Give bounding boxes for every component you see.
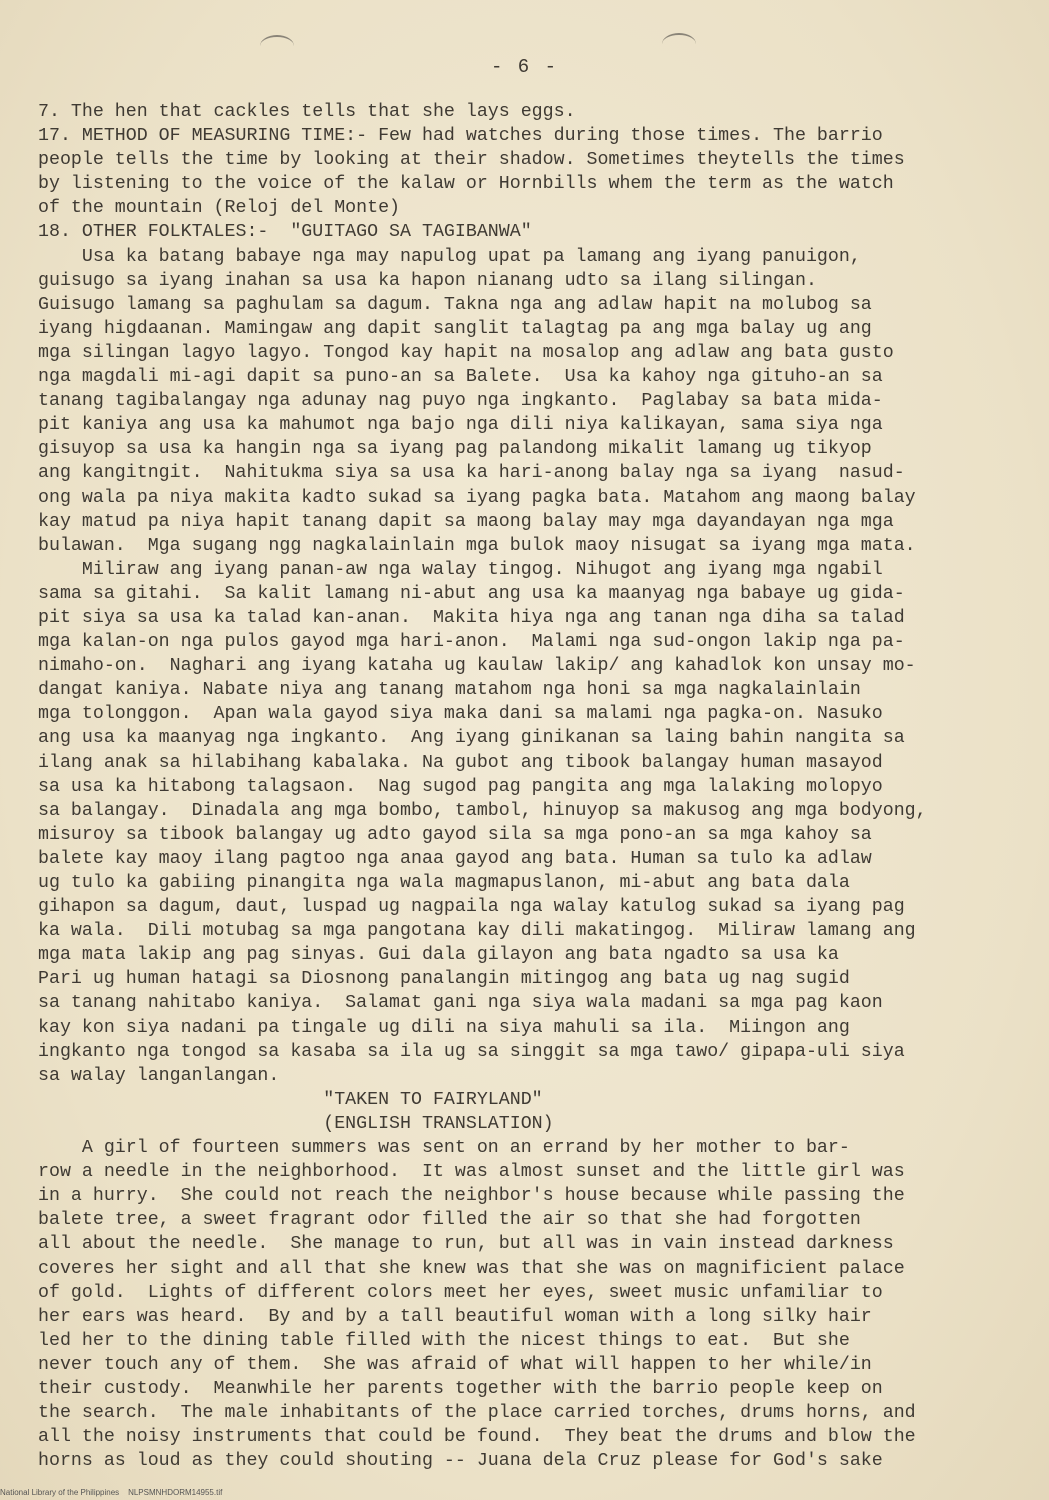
punch-hole-right [662, 33, 696, 55]
text-line: their custody. Meanwhile her parents together with the barrio people keep on [38, 1378, 883, 1399]
text-line: the search. The male inhabitants of the place carried torches, drums horns, and [38, 1403, 916, 1424]
text-line: iyang higdaanan. Mamingaw ang dapit sanglit talagtag pa ang mga balay ug ang [38, 318, 872, 339]
text-line: Usa ka batang babaye nga may napulog upat pa lamang ang iyang panuigon, [38, 246, 861, 267]
text-line: bulawan. Mga sugang ngg nagkalainlain mga bulok maoy nisugat sa iyang mga mata. [38, 535, 916, 556]
text-line: sa walay langanlangan. [38, 1065, 280, 1086]
text-line: mga silingan lagyo lagyo. Tongod kay hapit na mosalop ang adlaw ang bata gusto [38, 342, 894, 363]
text-line: balete tree, a sweet fragrant odor filled the air so that she had forgotten [38, 1210, 861, 1231]
text-line: people tells the time by looking at their shadow. Sometimes theytells the times [38, 150, 905, 171]
text-line: sama sa gitahi. Sa kalit lamang ni-abut ang usa ka maanyag nga babaye ug gida- [38, 583, 905, 604]
text-line: mga mata lakip ang pag sinyas. Gui dala gilayon ang bata ngadto sa usa ka [38, 945, 839, 966]
text-line: all the noisy instruments that could be found. They beat the drums and blow the [38, 1427, 916, 1448]
text-line: nga magdali mi-agi dapit sa puno-an sa Balete. Usa ka kahoy nga gituho-an sa [38, 367, 883, 388]
text-line: guisugo sa iyang inahan sa usa ka hapon nianang udto sa ilang silingan. [38, 270, 817, 291]
text-line: ong wala pa niya makita kadto sukad sa iyang pagka bata. Matahom ang maong balay [38, 487, 916, 508]
text-line: 7. The hen that cackles tells that she lays eggs. [38, 102, 576, 122]
text-line: gisuyop sa usa ka hangin nga sa iyang pag palandong mikalit lamang ug tikyop [38, 439, 872, 460]
punch-hole-left [260, 35, 294, 57]
text-line: ang usa ka maanyag nga ingkanto. Ang iyang ginikanan sa laing bahin nangita sa [38, 728, 905, 749]
text-line: never touch any of them. She was afraid of what will happen to her while/in [38, 1354, 872, 1375]
text-line: tanang tagibalangay nga adunay nag puyo nga ingkanto. Paglabay sa bata mida- [38, 391, 883, 412]
text-line: kay kon siya nadani pa tingale ug dili na siya mahuli sa ila. Miingon ang [38, 1017, 850, 1038]
text-line: ug tulo ka gabiing pinangita nga wala magmapuslanon, mi-abut ang bata dala [38, 873, 850, 893]
text-line: sa tanang nahitabo kaniya. Salamat gani nga siya wala madani sa mga pag kaon [38, 993, 883, 1014]
text-line: led her to the dining table filled with the nicest things to eat. But she [38, 1330, 850, 1351]
text-line: of gold. Lights of different colors meet her eyes, sweet music unfamiliar to [38, 1282, 883, 1303]
text-line: "TAKEN TO FAIRYLAND" [38, 1089, 543, 1110]
text-line: in a hurry. She could not reach the neighbor's house because while passing the [38, 1186, 905, 1207]
text-line: sa balangay. Dinadala ang mga bombo, tambol, hinuyop sa makusog ang mga bodyong, [38, 800, 927, 821]
text-line: kay matud pa niya hapit tanang dapit sa maong balay may mga dayandayan nga mga [38, 511, 894, 532]
text-line: row a needle in the neighborhood. It was almost sunset and the little girl was [38, 1162, 905, 1183]
text-line: horns as loud as they could shouting -- Juana dela Cruz please for God's sake [38, 1451, 883, 1472]
text-line: (ENGLISH TRANSLATION) [38, 1113, 554, 1134]
text-line: all about the needle. She manage to run, but all was in vain instead darkness [38, 1234, 894, 1255]
text-line: dangat kaniya. Nabate niya ang tanang matahom nga honi sa mga nagkalainlain [38, 680, 861, 701]
text-line: coveres her sight and all that she knew was that she was on magnificient palace [38, 1258, 905, 1279]
text-line: nimaho-on. Naghari ang iyang kataha ug kaulaw lakip/ ang kahadlok kon unsay mo- [38, 656, 916, 677]
text-line: ang kangitngit. Nahitukma siya sa usa ka hari-anong balay nga sa iyang nasud- [38, 463, 905, 484]
text-line: pit siya sa usa ka talad kan-anan. Makita hiya nga ang tanan nga diha sa talad [38, 607, 905, 628]
text-line: ka wala. Dili motubag sa mga pangotana kay dili makatingog. Miliraw lamang ang [38, 921, 916, 942]
text-line: gihapon sa dagum, daut, luspad ug nagpaila nga walay katulog sukad sa iyang pag [38, 897, 905, 918]
text-line: 18. OTHER FOLKTALES:- "GUITAGO SA TAGIBANWA" [38, 222, 532, 243]
text-line: Pari ug human hatagi sa Diosnong panalangin mitingog ang bata ug nag sugid [38, 969, 850, 990]
text-line: mga kalan-on nga pulos gayod mga hari-anon. Malami nga sud-ongon lakip nga pa- [38, 632, 905, 653]
text-line: ilang anak sa hilabihang kabalaka. Na gubot ang tibook balangay human masayod [38, 752, 883, 773]
text-line: Miliraw ang iyang panan-aw nga walay tingog. Nihugot ang iyang mga ngabil [38, 559, 883, 580]
page-number: - 6 - [490, 56, 558, 78]
text-line: misuroy sa tibook balangay ug adto gayod sila sa mga pono-an sa mga kahoy sa [38, 824, 872, 845]
typewritten-body [38, 100, 1008, 1473]
text-line: by listening to the voice of the kalaw or Hornbills whem the term as the watch [38, 174, 894, 195]
text-line: A girl of fourteen summers was sent on an errand by her mother to bar- [38, 1138, 850, 1159]
text-line: balete kay maoy ilang pagtoo nga anaa gayod ang bata. Human sa tulo ka adlaw [38, 848, 872, 869]
text-line: sa usa ka hitabong talagsaon. Nag sugod pag pangita ang mga lalaking molopyo [38, 776, 883, 797]
text-line: mga tolonggon. Apan wala gayod siya maka dani sa malami nga pagka-on. Nasuko [38, 704, 883, 725]
text-line: of the mountain (Reloj del Monte) [38, 198, 401, 219]
text-line: 17. METHOD OF MEASURING TIME:- Few had watches during those times. The barrio [38, 126, 883, 147]
text-line: her ears was heard. By and by a tall beautiful woman with a long silky hair [38, 1306, 872, 1327]
scan-source-footer: National Library of the Philippines NLPSMNHDORM14955.tif [0, 1488, 223, 1497]
text-line: Guisugo lamang sa paghulam sa dagum. Takna nga ang adlaw hapit na molubog sa [38, 294, 872, 315]
text-line: pit kaniya ang usa ka mahumot nga bajo nga dili niya kalikayan, sama siya nga [38, 415, 883, 436]
text-line: ingkanto nga tongod sa kasaba sa ila ug sa singgit sa mga tawo/ gipapa-uli siya [38, 1041, 905, 1062]
